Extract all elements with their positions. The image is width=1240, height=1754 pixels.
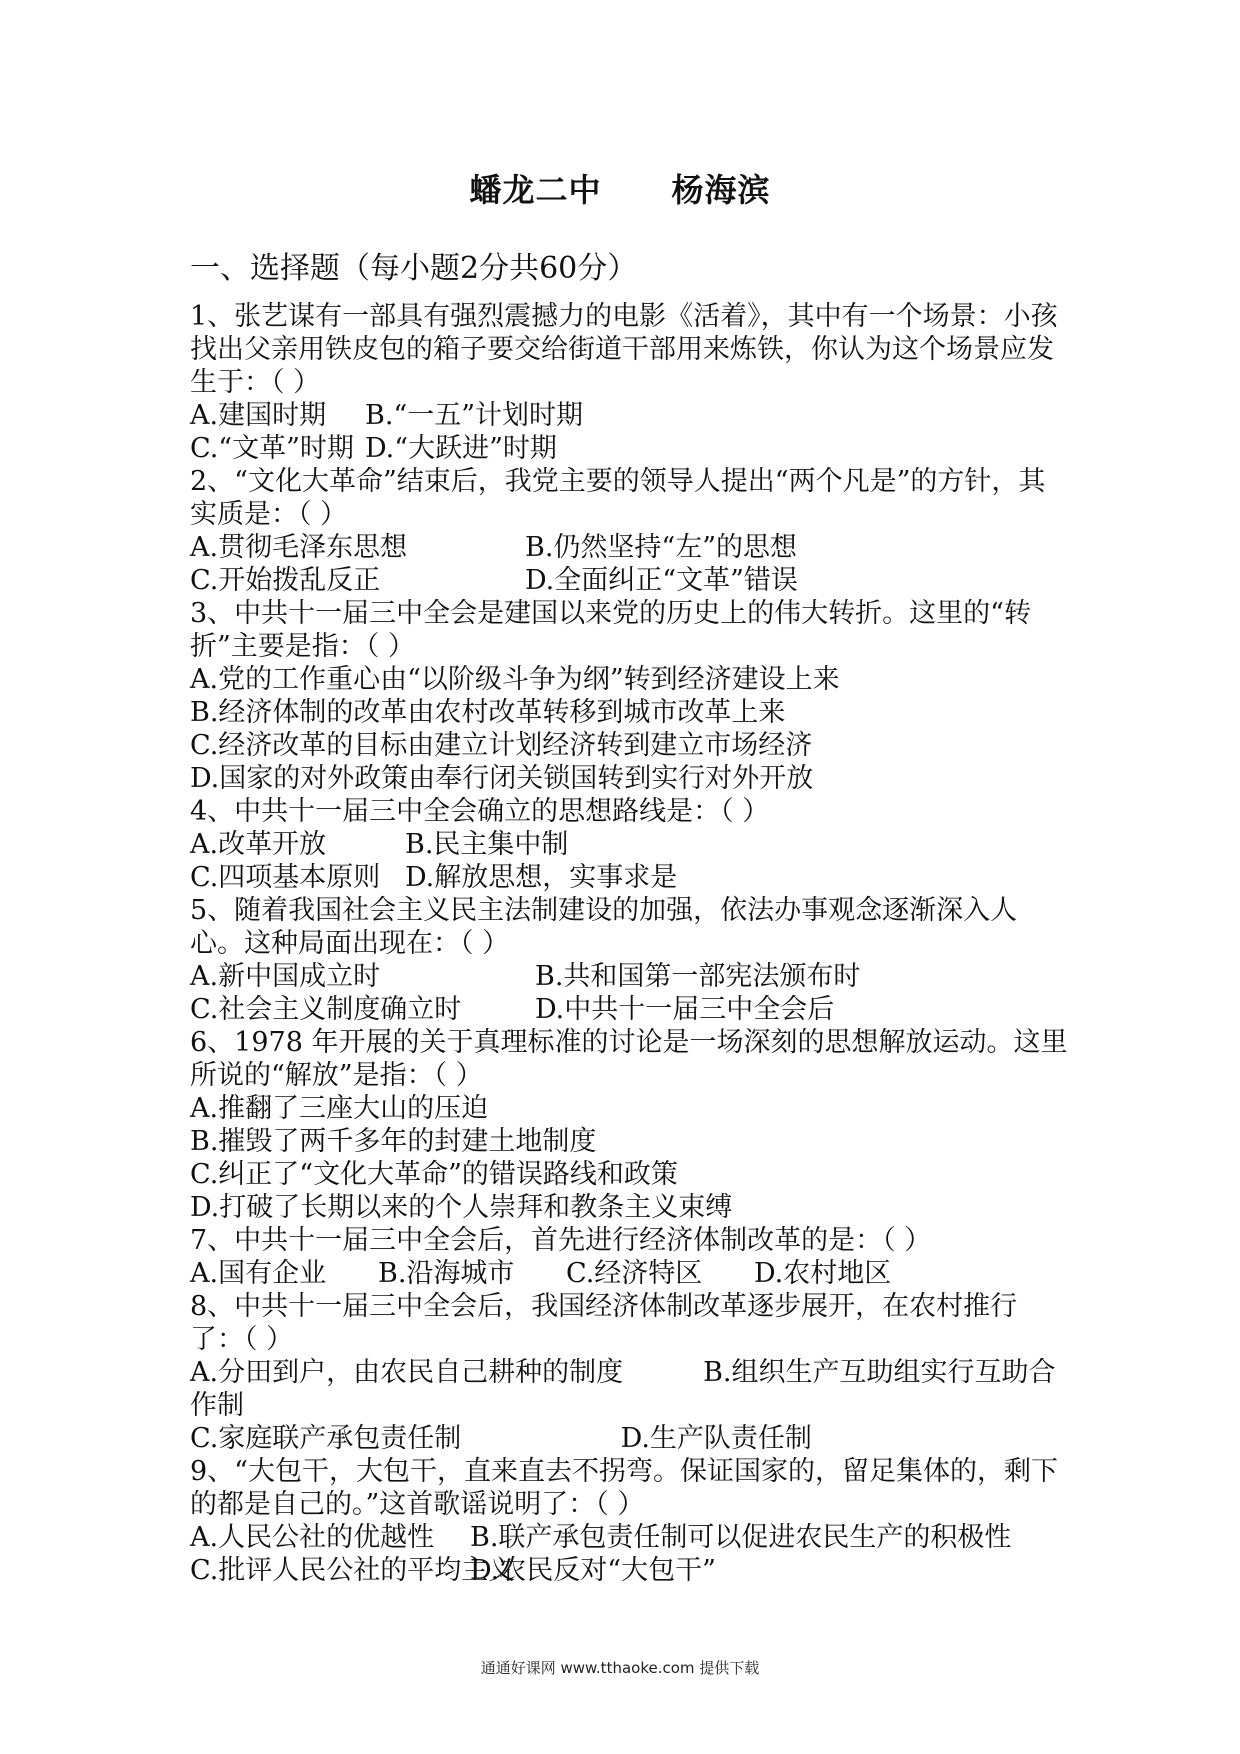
answer-option: D.打破了长期以来的个人崇拜和教条主义束缚 <box>190 1192 733 1223</box>
answer-option: A.贯彻毛泽东思想 <box>190 532 408 563</box>
option-row <box>190 432 1070 465</box>
question-stem: 8、中共十一届三中全会后，我国经济体制改革逐步展开，在农村推行了：（ ） <box>190 1291 1018 1355</box>
answer-option: D.农民反对“大包干” <box>470 1555 716 1586</box>
option-row <box>190 1158 1070 1191</box>
question-item <box>190 1224 1070 1290</box>
answer-option: D.生产队责任制 <box>620 1423 812 1454</box>
option-row <box>190 762 1070 795</box>
option-row <box>190 828 1070 861</box>
question-list <box>190 300 1070 1587</box>
answer-option: A.新中国成立时 <box>190 961 381 992</box>
answer-option: A.分田到户，由农民自己耕种的制度 <box>190 1357 624 1388</box>
school-name: 蟠龙二中 <box>469 171 602 209</box>
question-stem: 2、“文化大革命”结束后，我党主要的领导人提出“两个凡是”的方针，其实质是：（ ） <box>190 466 1046 530</box>
option-row <box>190 993 1070 1026</box>
question-stem: 1、张艺谋有一部具有强烈震撼力的电影《活着》，其中有一个场景：小孩找出父亲用铁皮包的箱子要交给街道干部用来炼铁，你认为这个场景应发生于：（ ） <box>190 301 1058 398</box>
option-row <box>190 1554 1070 1587</box>
answer-option: B.联产承包责任制可以促进农民生产的积极性 <box>470 1522 1012 1553</box>
answer-option: A.改革开放 <box>190 829 327 860</box>
option-row <box>190 1125 1070 1158</box>
answer-option: D.“大跃进”时期 <box>365 433 557 464</box>
answer-option: C.家庭联产承包责任制 <box>190 1423 462 1454</box>
answer-option: D.解放思想，实事求是 <box>405 862 678 893</box>
answer-option: D.全面纠正“文革”错误 <box>525 565 798 596</box>
answer-option: C.开始拨乱反正 <box>190 565 381 596</box>
option-row <box>190 663 1070 696</box>
option-row <box>190 1257 1070 1290</box>
question-stem: 7、中共十一届三中全会后，首先进行经济体制改革的是：（ ） <box>190 1225 932 1256</box>
question-stem: 5、随着我国社会主义民主法制建设的加强，依法办事观念逐渐深入人心。这种局面出现在：（ ） <box>190 895 1018 959</box>
section-title: 一、选择题（每小题2分共60分） <box>190 251 638 286</box>
option-row <box>190 729 1070 762</box>
answer-option: C.社会主义制度确立时 <box>190 994 462 1025</box>
answer-option: C.纠正了“文化大革命”的错误路线和政策 <box>190 1159 678 1190</box>
question-item <box>190 465 1070 597</box>
option-row <box>190 399 1070 432</box>
question-stem: 4、中共十一届三中全会确立的思想路线是：（ ） <box>190 796 770 827</box>
question-item <box>190 1290 1070 1455</box>
answer-option: C.“文革”时期 <box>190 433 354 464</box>
option-row <box>190 1422 1070 1455</box>
answer-option: B.“一五”计划时期 <box>365 400 584 431</box>
answer-option: C.经济改革的目标由建立计划经济转到建立市场经济 <box>190 730 813 761</box>
question-stem: 3、中共十一届三中全会是建国以来党的历史上的伟大转折。这里的“转折”主要是指：（ ） <box>190 598 1031 662</box>
question-item <box>190 300 1070 465</box>
question-item <box>190 894 1070 1026</box>
answer-option: C.四项基本原则 <box>190 862 381 893</box>
option-row <box>190 1092 1070 1125</box>
question-item <box>190 1026 1070 1224</box>
option-row <box>190 861 1070 894</box>
answer-option: B.民主集中制 <box>405 829 569 860</box>
answer-option: B.仍然坚持“左”的思想 <box>525 532 798 563</box>
answer-option: B.摧毁了两千多年的封建土地制度 <box>190 1126 597 1157</box>
page-header <box>0 165 1240 211</box>
option-row <box>190 1521 1070 1554</box>
answer-option: B.共和国第一部宪法颁布时 <box>535 961 861 992</box>
option-row <box>190 1191 1070 1224</box>
answer-option: B.组织生产互助组实行互助合作制 <box>190 1357 1056 1421</box>
option-row <box>190 564 1070 597</box>
question-stem: 9、“大包干，大包干，直来直去不拐弯。保证国家的，留足集体的，剩下的都是自己的。”这首歌谣说明了：（ ） <box>190 1456 1058 1520</box>
answer-option: A.党的工作重心由“以阶级斗争为纲”转到经济建设上来 <box>190 664 840 695</box>
answer-option: B.沿海城市 <box>378 1258 515 1289</box>
question-item <box>190 795 1070 894</box>
answer-option: C.经济特区 <box>566 1258 703 1289</box>
option-row <box>190 531 1070 564</box>
answer-option: B.经济体制的改革由农村改革转移到城市改革上来 <box>190 697 786 728</box>
option-row <box>190 960 1070 993</box>
answer-option: D.农村地区 <box>754 1258 892 1289</box>
option-row <box>190 1356 1070 1422</box>
question-stem: 6、1978 年开展的关于真理标准的讨论是一场深刻的思想解放运动。这里所说的“解放”是指：（ ） <box>190 1027 1068 1091</box>
footer-text: 通通好课网 www.tthaoke.com 提供下载 <box>480 1659 760 1677</box>
answer-option: A.人民公社的优越性 <box>190 1522 435 1553</box>
answer-option: A.国有企业 <box>190 1258 327 1289</box>
answer-option: A.推翻了三座大山的压迫 <box>190 1093 489 1124</box>
question-item <box>190 597 1070 795</box>
answer-option: A.建国时期 <box>190 400 327 431</box>
option-row <box>190 696 1070 729</box>
answer-option: D.国家的对外政策由奉行闭关锁国转到实行对外开放 <box>190 763 814 794</box>
question-item <box>190 1455 1070 1587</box>
answer-option: D.中共十一届三中全会后 <box>535 994 835 1025</box>
teacher-name: 杨海滨 <box>671 171 771 209</box>
answer-option: C.批评人民公社的平均主义 <box>190 1555 516 1586</box>
